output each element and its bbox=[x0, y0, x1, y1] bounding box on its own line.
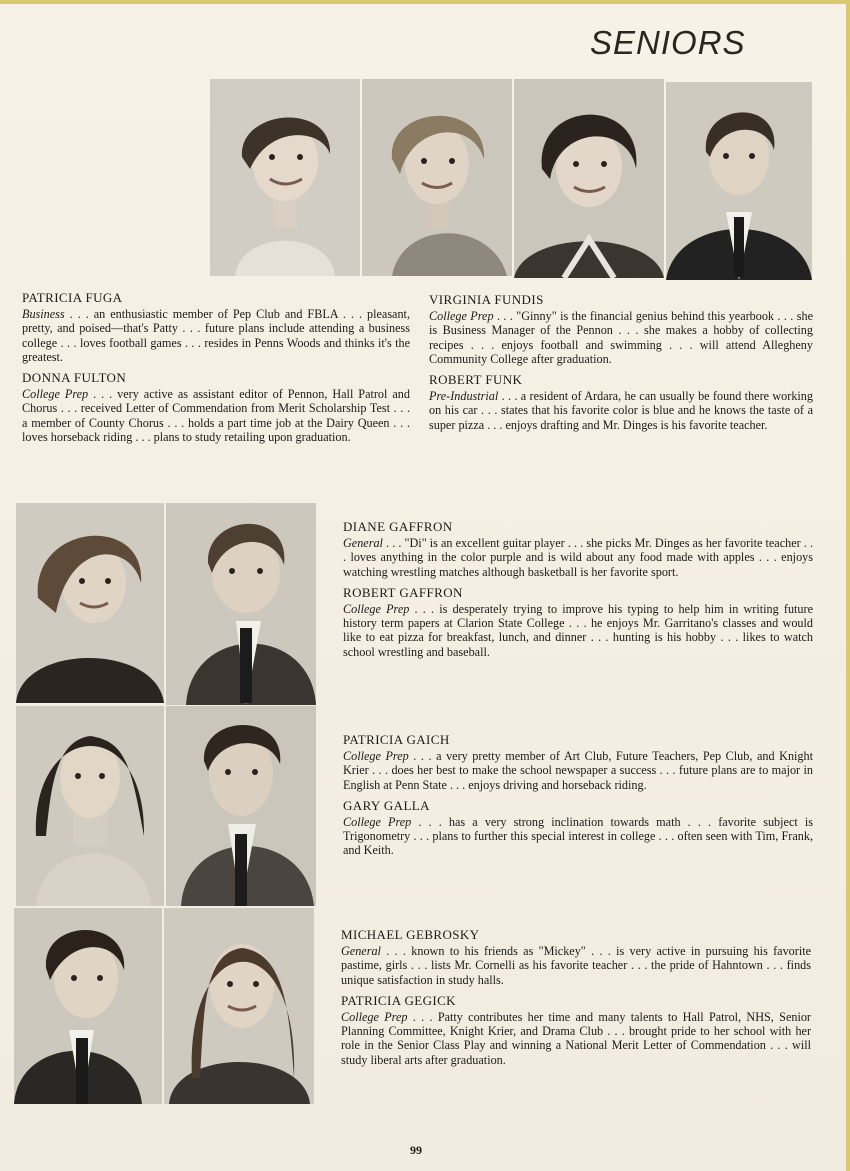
portrait-virginia-fundis bbox=[362, 79, 512, 276]
bio-text bbox=[343, 536, 813, 579]
bio-column-group3 bbox=[343, 733, 813, 865]
course-track: General bbox=[343, 536, 383, 551]
bio-description: . . . Patty contributes her time and many talents to Hall Patrol, NHS, Senior Planning Committee, Knight Krier, and Drama Club . . . brought pride to her school with her role in the Senior Class Play and winning a National Merit Letter of Commendation . . . will study liberal arts after graduation. bbox=[341, 1010, 811, 1067]
course-track: College Prep bbox=[343, 602, 410, 617]
bio-robert-gaffron bbox=[343, 586, 813, 659]
page-number: 99 bbox=[410, 1143, 422, 1157]
portrait-robert-funk bbox=[666, 82, 812, 280]
bio-description: . . . "Ginny" is the financial genius behind this yearbook . . . she is Business Manager of the Pennon . . . she makes a hobby of collecting recipes . . . enjoys football and swimming . . . will attend Allegheny Community College after graduation. bbox=[429, 309, 813, 366]
bio-gary-galla bbox=[343, 799, 813, 858]
bio-text bbox=[343, 602, 813, 659]
portrait-gary-galla bbox=[166, 706, 316, 906]
bio-description: . . . is desperately trying to improve his typing to help him in writing future history term papers at Clarion State College . . . he enjoys Mr. Garritano's classes and would like to eat pizza for breakfast, lunch, and dinner . . . hunting is his hobby . . . likes to watch school wrestling and baseball. bbox=[343, 602, 813, 659]
portrait-robert-gaffron bbox=[166, 503, 316, 705]
bio-text bbox=[343, 815, 813, 858]
bio-donna-fulton bbox=[22, 371, 410, 444]
bio-description: . . . very active as assistant editor of Pennon, Hall Patrol and Chorus . . . received Letter of Commendation from Merit Scholarship Test . . . a member of County Chorus . . . holds a part time job at the Dairy Queen . . . loves horseback riding . . . plans to study retailing upon graduation. bbox=[22, 387, 410, 444]
bio-text bbox=[22, 307, 410, 364]
bio-text bbox=[22, 387, 410, 444]
bio-description: . . . known to his friends as "Mickey" . . . is very active in pursuing his favorite pastime, girls . . . lists Mr. Cornelli as his favorite teacher . . . the pride of Hahntown . . . finds unique satisfaction in study halls. bbox=[341, 944, 811, 987]
student-name: PATRICIA GAICH bbox=[343, 732, 450, 747]
bio-patricia-fuga bbox=[22, 291, 410, 364]
course-track: College Prep bbox=[341, 1010, 408, 1025]
bio-patricia-gegick bbox=[341, 994, 811, 1067]
portrait-patricia-gaich bbox=[16, 706, 164, 906]
student-name: VIRGINIA FUNDIS bbox=[429, 292, 544, 307]
portrait-patricia-fuga bbox=[210, 79, 360, 276]
bio-text bbox=[341, 944, 811, 987]
student-name: GARY GALLA bbox=[343, 797, 430, 813]
portrait-diane-gaffron bbox=[16, 503, 164, 703]
course-track: Pre-Industrial bbox=[429, 389, 499, 404]
bio-text bbox=[341, 1010, 811, 1067]
bio-description: . . . has a very strong inclination towards math . . . favorite subject is Trigonometry . . . plans to further this special interest in college . . . often seen with Tim, Frank, and Keith. bbox=[343, 815, 813, 858]
bio-column-right bbox=[429, 293, 813, 439]
course-track: College Prep bbox=[22, 387, 89, 402]
bio-virginia-fundis bbox=[429, 293, 813, 366]
portrait-michael-gebrosky bbox=[14, 908, 162, 1104]
bio-robert-funk bbox=[429, 373, 813, 432]
bio-text bbox=[429, 309, 813, 366]
course-track: General bbox=[341, 944, 381, 959]
page-edge-right bbox=[846, 0, 850, 1171]
course-track: Business bbox=[22, 307, 65, 322]
student-name: ROBERT GAFFRON bbox=[343, 584, 463, 600]
course-track: College Prep bbox=[343, 749, 409, 764]
bio-column-left bbox=[22, 291, 410, 451]
portrait-donna-fulton bbox=[514, 79, 664, 278]
student-name: ROBERT FUNK bbox=[429, 372, 523, 388]
course-track: College Prep bbox=[429, 309, 494, 324]
bio-text bbox=[429, 389, 813, 432]
bio-column-group4 bbox=[341, 928, 811, 1074]
bio-text bbox=[343, 749, 813, 792]
student-name: DONNA FULTON bbox=[22, 370, 127, 386]
student-name: PATRICIA GEGICK bbox=[341, 992, 456, 1008]
student-name: PATRICIA FUGA bbox=[22, 290, 123, 305]
bio-description: . . . a resident of Ardara, he can usually be found there working on his car . . . states that his favorite color is blue and he knows the taste of a super pizza . . . enjoys drafting and Mr. Dinges is his favorite teacher. bbox=[429, 389, 813, 432]
bio-description: . . . an enthusiastic member of Pep Club and FBLA . . . pleasant, pretty, and poised—that's Patty . . . future plans include attending a business college . . . loves football games . . . resides in Penns Woods and thinks it's the greatest. bbox=[22, 307, 410, 364]
bio-column-group2 bbox=[343, 520, 813, 666]
page-edge-top bbox=[0, 0, 850, 4]
course-track: College Prep bbox=[343, 815, 412, 830]
portrait-patricia-gegick bbox=[164, 908, 314, 1104]
bio-michael-gebrosky bbox=[341, 928, 811, 987]
bio-diane-gaffron bbox=[343, 520, 813, 579]
student-name: MICHAEL GEBROSKY bbox=[341, 927, 480, 942]
section-title: SENIORS bbox=[590, 24, 746, 61]
bio-patricia-gaich bbox=[343, 733, 813, 792]
student-name: DIANE GAFFRON bbox=[343, 519, 453, 534]
bio-description: . . . "Di" is an excellent guitar player . . . she picks Mr. Dinges as her favorite teacher . . . loves anything in the color purple and is wild about any food made with apples . . . enjoys watching wrestling matches although basketball is her favorite sport. bbox=[343, 536, 813, 579]
bio-description: . . . a very pretty member of Art Club, Future Teachers, Pep Club, and Knight Krier . . . does her best to make the school newspaper a success . . . future plans are to major in English at Penn State . . . enjoys driving and horseback riding. bbox=[343, 749, 813, 792]
